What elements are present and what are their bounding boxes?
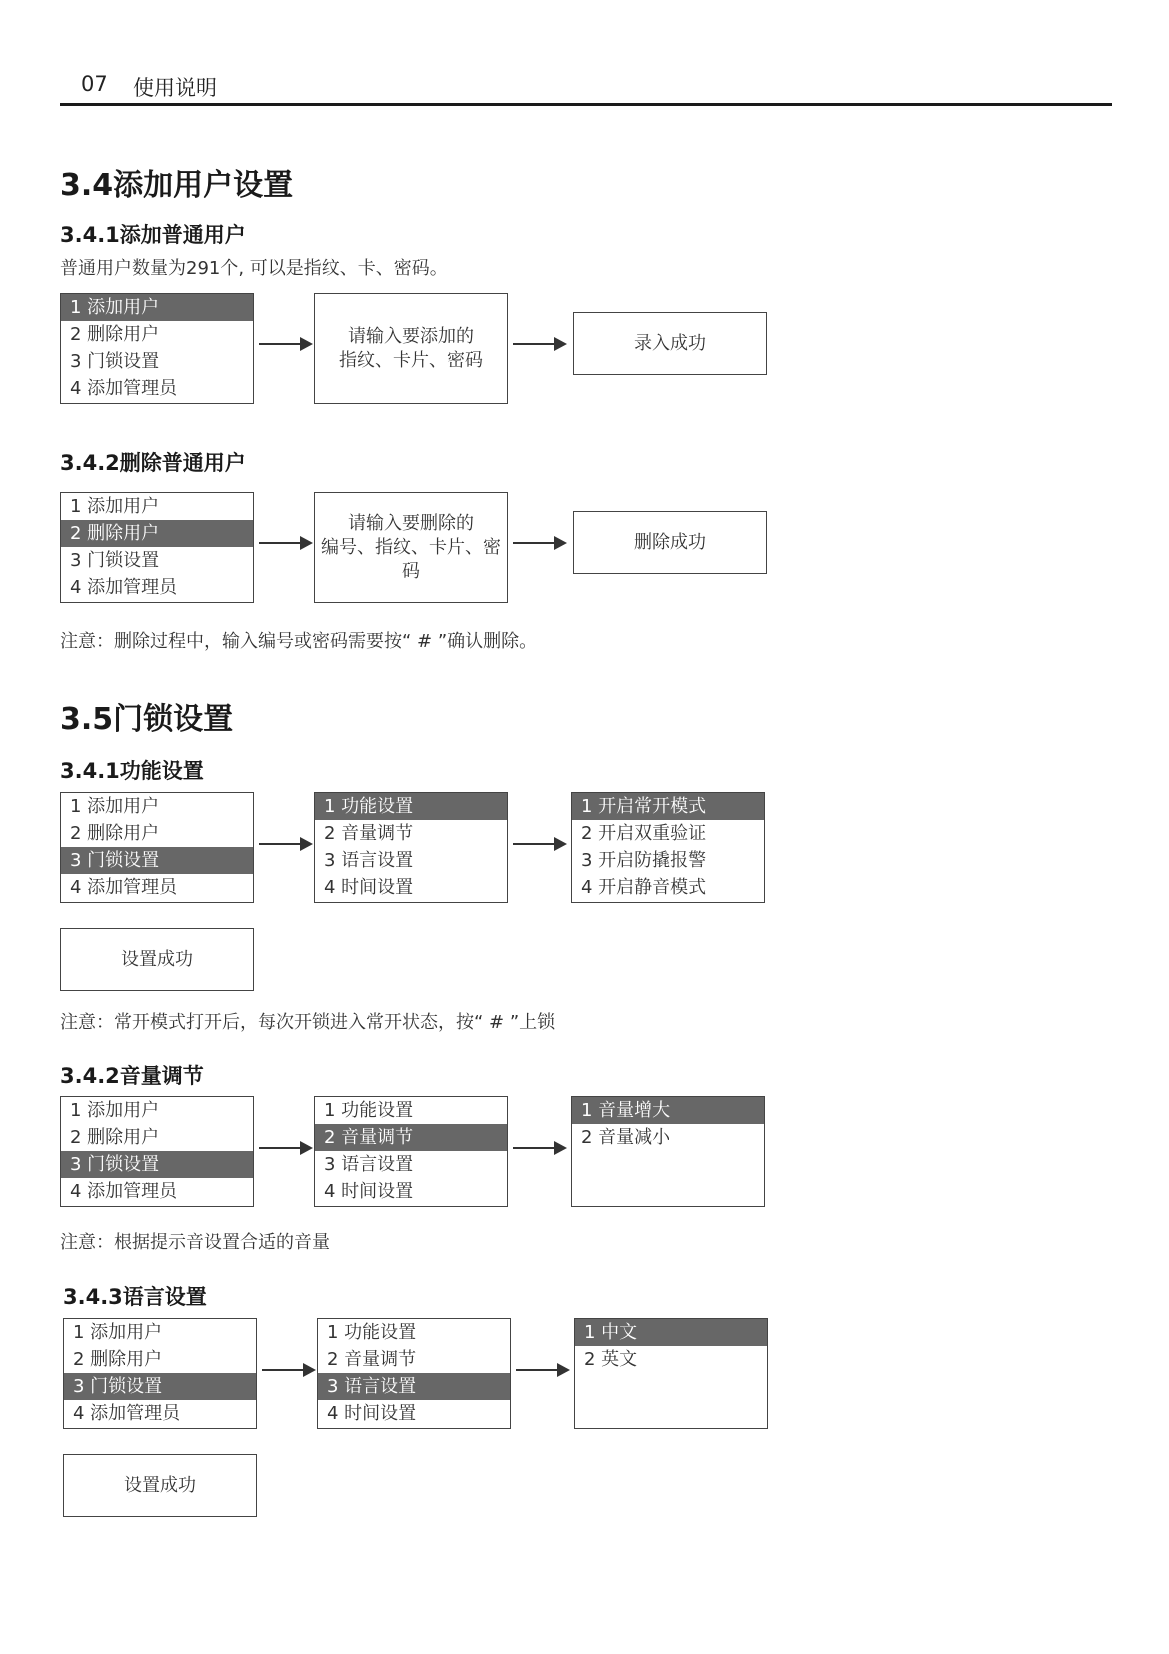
flow-arrow <box>259 1141 313 1155</box>
result-box <box>60 928 254 991</box>
result-text: 设置成功 <box>121 948 193 970</box>
subsection-title-3-4-2: 3.4.2删除普通用户 <box>60 451 246 475</box>
menu-item-lock-settings[interactable]: 3 门锁设置 <box>70 351 160 372</box>
subsection-title-language: 3.4.3语言设置 <box>63 1285 207 1309</box>
header-divider <box>60 103 1112 106</box>
note: 注意：根据提示音设置合适的音量 <box>60 1232 330 1253</box>
menu-item-delete-user[interactable]: 2 删除用户 <box>70 823 160 844</box>
section-title-3-5: 3.5门锁设置 <box>60 702 234 737</box>
flow-arrow <box>513 536 567 550</box>
note: 注意：删除过程中，输入编号或密码需要按“ # ”确认删除。 <box>60 631 538 652</box>
menu-item-add-admin[interactable]: 4 添加管理员 <box>73 1403 181 1424</box>
subsection-description: 普通用户数量为291个, 可以是指纹、卡、密码。 <box>60 258 448 279</box>
lock-settings-menu <box>314 1096 508 1207</box>
menu-item-language[interactable]: 3 语言设置 <box>318 1373 510 1400</box>
subsection-title-3-4-1: 3.4.1添加普通用户 <box>60 223 246 247</box>
menu-item-language[interactable]: 3 语言设置 <box>324 1154 414 1175</box>
result-text: 录入成功 <box>634 332 706 354</box>
menu-item-silent-mode[interactable]: 4 开启静音模式 <box>581 877 707 898</box>
header-title: 使用说明 <box>133 76 217 100</box>
menu-item-always-open[interactable]: 1 开启常开模式 <box>572 793 764 820</box>
flow-arrow <box>262 1363 316 1377</box>
prompt-line: 指纹、卡片、密码 <box>339 349 483 371</box>
menu-item-lock-settings[interactable]: 3 门锁设置 <box>61 847 253 874</box>
menu-item-add-admin[interactable]: 4 添加管理员 <box>70 577 178 598</box>
menu-item-add-user[interactable]: 1 添加用户 <box>70 496 160 517</box>
menu-item-add-admin[interactable]: 4 添加管理员 <box>70 1181 178 1202</box>
flow-arrow <box>259 837 313 851</box>
result-text: 删除成功 <box>634 531 706 553</box>
menu-item-time[interactable]: 4 时间设置 <box>324 877 414 898</box>
main-menu <box>60 1096 254 1207</box>
menu-item-volume[interactable]: 2 音量调节 <box>315 1124 507 1151</box>
menu-item-lock-settings[interactable]: 3 门锁设置 <box>64 1373 256 1400</box>
menu-item-language[interactable]: 3 语言设置 <box>324 850 414 871</box>
menu-item-add-user[interactable]: 1 添加用户 <box>61 294 253 321</box>
flow-arrow <box>513 837 567 851</box>
note: 注意：常开模式打开后，每次开锁进入常开状态，按“ # ”上锁 <box>60 1012 556 1033</box>
prompt-line: 编号、指纹、卡片、密码 <box>321 536 501 582</box>
subsection-title-volume: 3.4.2音量调节 <box>60 1064 204 1088</box>
prompt-box <box>314 293 508 404</box>
prompt-box <box>314 492 508 603</box>
volume-options-menu <box>571 1096 765 1207</box>
menu-item-add-user[interactable]: 1 添加用户 <box>70 1100 160 1121</box>
flow-arrow <box>259 337 313 351</box>
menu-item-delete-user[interactable]: 2 删除用户 <box>61 520 253 547</box>
menu-item-time[interactable]: 4 时间设置 <box>327 1403 417 1424</box>
menu-item-volume[interactable]: 2 音量调节 <box>324 823 414 844</box>
menu-item-time[interactable]: 4 时间设置 <box>324 1181 414 1202</box>
menu-item-chinese[interactable]: 1 中文 <box>575 1319 767 1346</box>
menu-item-english[interactable]: 2 英文 <box>584 1349 638 1370</box>
section-title-3-4: 3.4添加用户设置 <box>60 168 294 203</box>
menu-item-lock-settings[interactable]: 3 门锁设置 <box>61 1151 253 1178</box>
menu-item-delete-user[interactable]: 2 删除用户 <box>70 1127 160 1148</box>
menu-item-delete-user[interactable]: 2 删除用户 <box>70 324 160 345</box>
menu-item-lock-settings[interactable]: 3 门锁设置 <box>70 550 160 571</box>
menu-item-volume-down[interactable]: 2 音量减小 <box>581 1127 671 1148</box>
menu-item-function-settings[interactable]: 1 功能设置 <box>327 1322 417 1343</box>
language-options-menu <box>574 1318 768 1429</box>
menu-item-function-settings[interactable]: 1 功能设置 <box>315 793 507 820</box>
result-text: 设置成功 <box>124 1474 196 1496</box>
menu-item-add-user[interactable]: 1 添加用户 <box>73 1322 163 1343</box>
result-box <box>573 312 767 375</box>
prompt-line: 请输入要删除的 <box>348 512 474 534</box>
menu-item-volume[interactable]: 2 音量调节 <box>327 1349 417 1370</box>
menu-item-volume-up[interactable]: 1 音量增大 <box>572 1097 764 1124</box>
flow-arrow <box>259 536 313 550</box>
page-number: 07 <box>81 72 108 96</box>
subsection-title-function-settings: 3.4.1功能设置 <box>60 759 204 783</box>
menu-item-add-admin[interactable]: 4 添加管理员 <box>70 877 178 898</box>
main-menu <box>63 1318 257 1429</box>
function-options-menu <box>571 792 765 903</box>
result-box <box>573 511 767 574</box>
menu-item-function-settings[interactable]: 1 功能设置 <box>324 1100 414 1121</box>
flow-arrow <box>513 337 567 351</box>
menu-item-tamper-alarm[interactable]: 3 开启防撬报警 <box>581 850 707 871</box>
lock-settings-menu <box>314 792 508 903</box>
prompt-line: 请输入要添加的 <box>348 325 474 347</box>
flow-arrow <box>513 1141 567 1155</box>
lock-settings-menu <box>317 1318 511 1429</box>
menu-item-delete-user[interactable]: 2 删除用户 <box>73 1349 163 1370</box>
result-box <box>63 1454 257 1517</box>
menu-item-double-verify[interactable]: 2 开启双重验证 <box>581 823 707 844</box>
menu-item-add-admin[interactable]: 4 添加管理员 <box>70 378 178 399</box>
main-menu <box>60 792 254 903</box>
main-menu <box>60 492 254 603</box>
flow-arrow <box>516 1363 570 1377</box>
menu-item-add-user[interactable]: 1 添加用户 <box>70 796 160 817</box>
main-menu <box>60 293 254 404</box>
